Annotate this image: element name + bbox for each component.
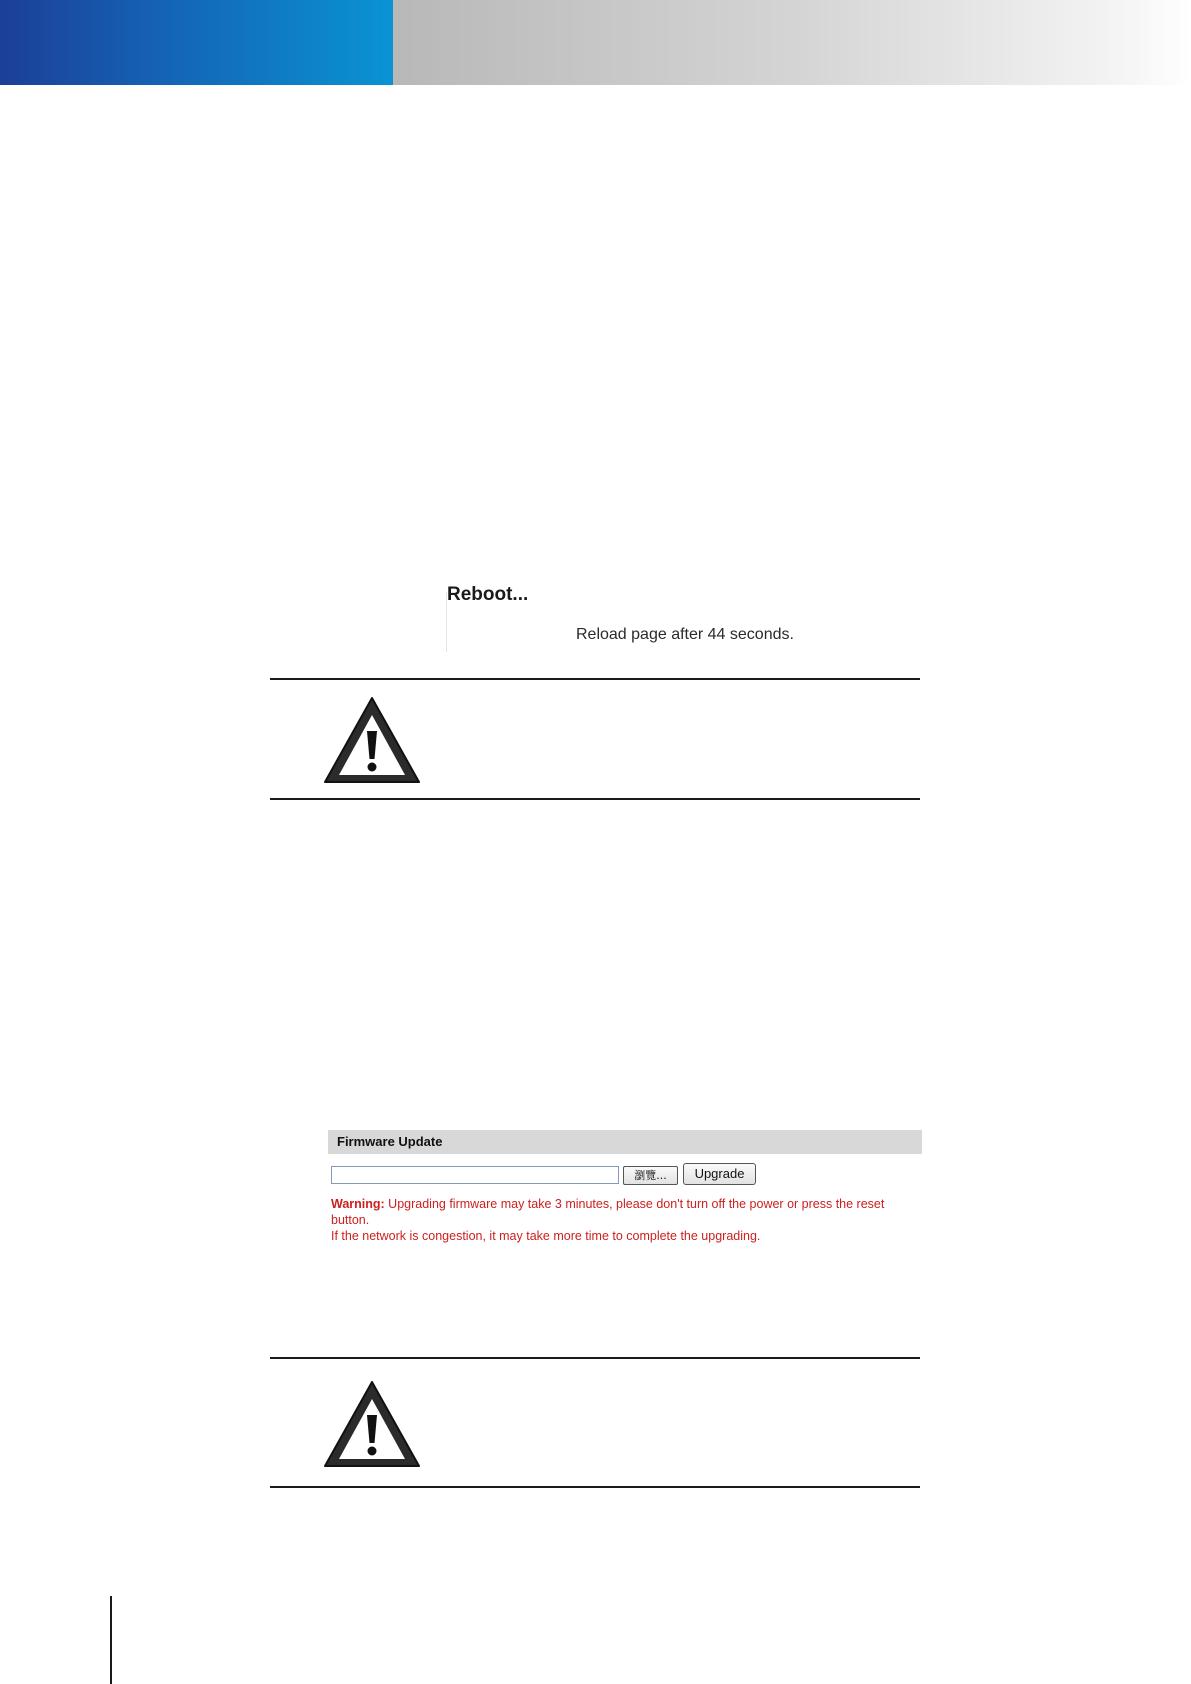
page-header-band (0, 0, 1191, 85)
upgrade-button[interactable]: Upgrade (683, 1163, 756, 1185)
warning-triangle-icon (322, 1379, 422, 1469)
firmware-warning-text (331, 1196, 911, 1244)
reboot-screenshot (446, 580, 866, 652)
reboot-countdown-message: Reload page after 44 seconds. (576, 626, 794, 643)
header-blue-block (0, 0, 393, 85)
warning-label: Warning: (331, 1197, 385, 1211)
warning-line-2: If the network is congestion, it may take more time to complete the upgrading. (331, 1229, 761, 1243)
firmware-update-screenshot (328, 1130, 922, 1248)
firmware-file-input[interactable] (331, 1166, 619, 1184)
firmware-update-header (328, 1130, 922, 1154)
caution-box (270, 678, 920, 800)
browse-button[interactable]: 瀏覽... (623, 1166, 678, 1185)
reboot-title: Reboot... (447, 584, 529, 605)
firmware-update-title: Firmware Update (337, 1134, 443, 1149)
left-margin-rule (110, 1596, 112, 1684)
header-gray-gradient (393, 0, 1191, 85)
warning-line-1: Upgrading firmware may take 3 minutes, please don't turn off the power or press the reset button. (331, 1197, 885, 1227)
caution-box (270, 1357, 920, 1488)
warning-triangle-icon (322, 695, 422, 785)
